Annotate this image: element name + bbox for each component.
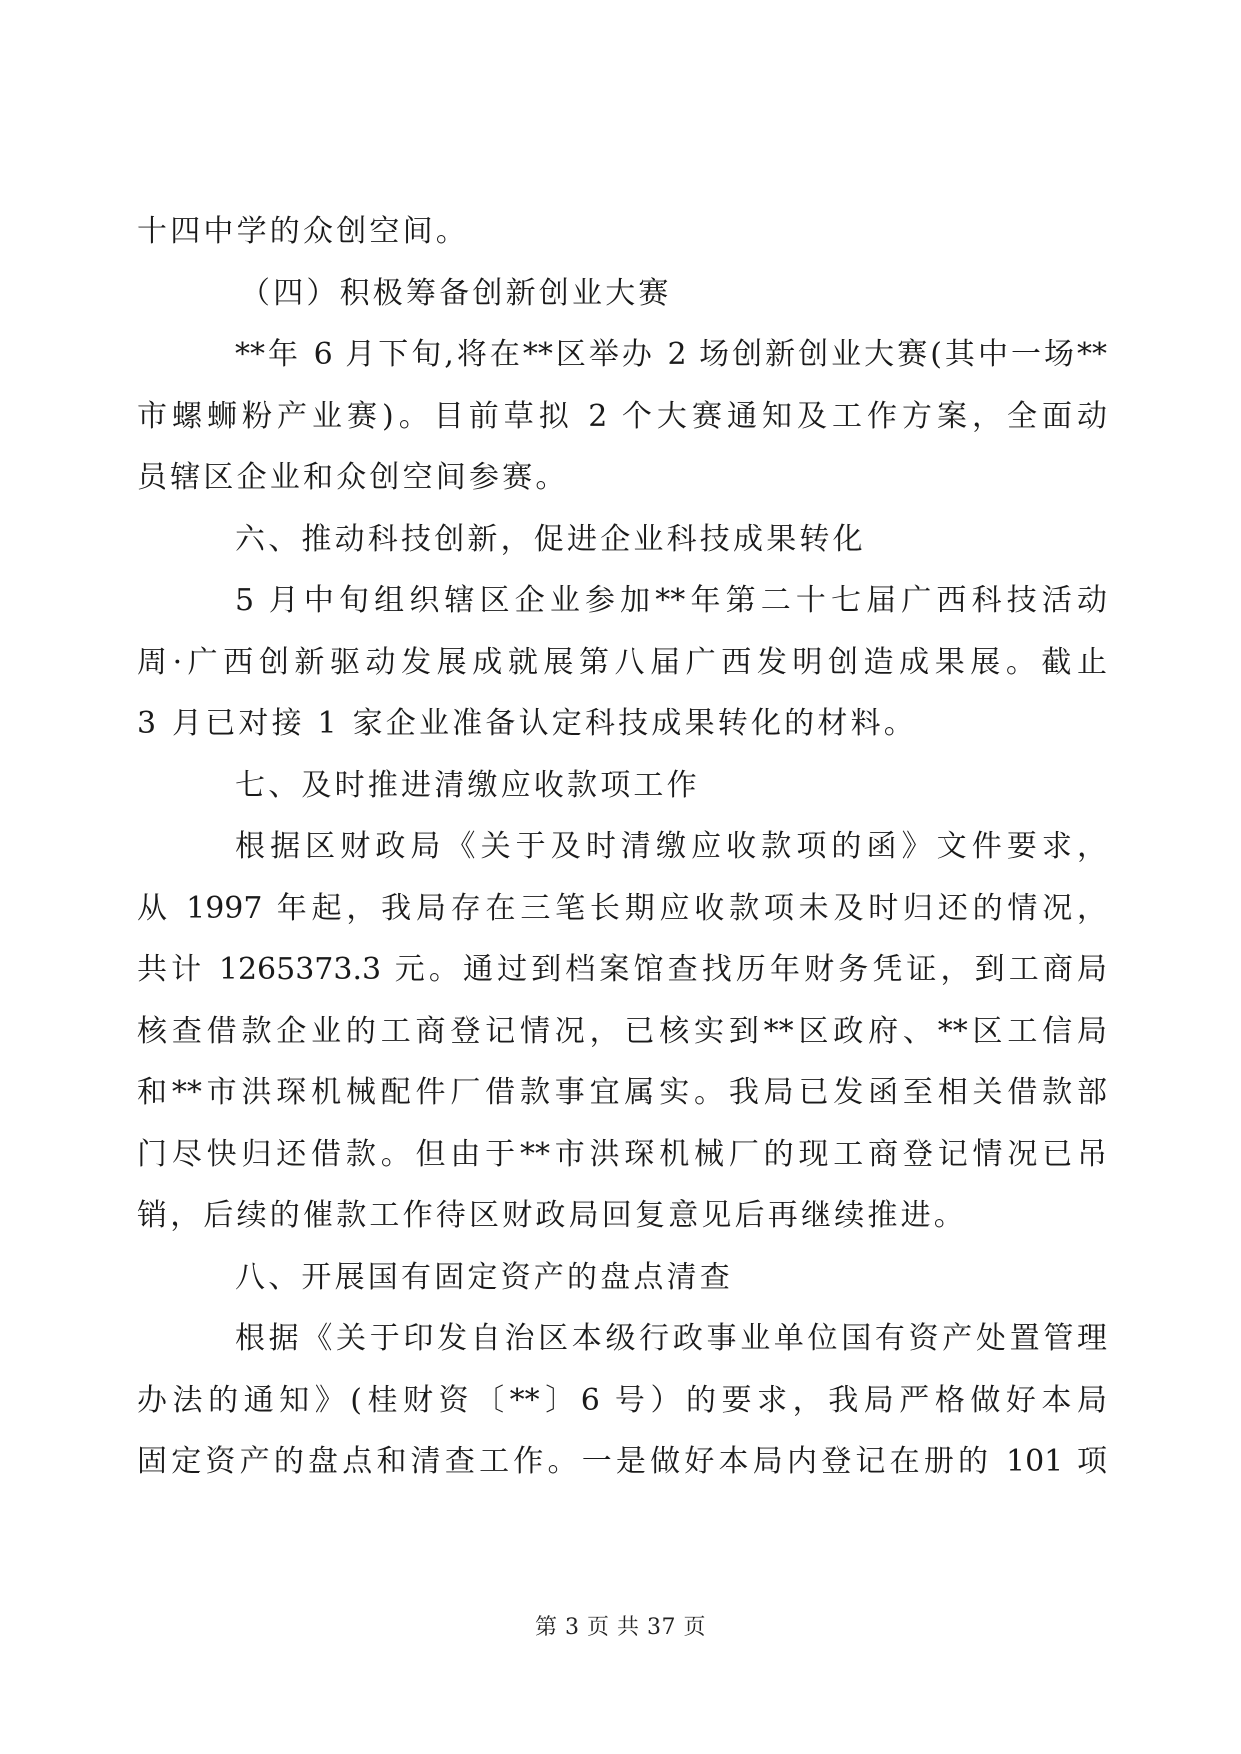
paragraph-line: 根据《关于印发自治区本级行政事业单位国有资产处置管理	[235, 1321, 1107, 1356]
paragraph-line: 销，后续的催款工作待区财政局回复意见后再继续推进。	[137, 1198, 967, 1233]
paragraph-line: 根据区财政局《关于及时清缴应收款项的函》文件要求，	[235, 829, 1107, 864]
paragraph-line: 3 月已对接 1 家企业准备认定科技成果转化的材料。	[137, 706, 917, 741]
paragraph-line: 共计 1265373.3 元。通过到档案馆查找历年财务凭证，到工商局	[137, 952, 1107, 987]
document-body	[137, 201, 1107, 1493]
paragraph-line: 市螺蛳粉产业赛)。目前草拟 2 个大赛通知及工作方案，全面动	[137, 398, 1107, 434]
paragraph-line: **年 6 月下旬,将在**区举办 2 场创新创业大赛(其中一场**	[235, 337, 1107, 372]
paragraph-line: 固定资产的盘点和清查工作。一是做好本局内登记在册的 101 项	[137, 1444, 1107, 1479]
paragraph-line: 5 月中旬组织辖区企业参加**年第二十七届广西科技活动	[235, 583, 1107, 618]
paragraph-line: 核查借款企业的工商登记情况，已核实到**区政府、**区工信局	[137, 1013, 1107, 1049]
paragraph-line: 和**市洪琛机械配件厂借款事宜属实。我局已发函至相关借款部	[137, 1075, 1107, 1110]
section-heading: 八、开展国有固定资产的盘点清查	[235, 1259, 733, 1295]
paragraph-line: 周·广西创新驱动发展成就展第八届广西发明创造成果展。截止	[137, 644, 1107, 680]
paragraph-line: 办法的通知》(桂财资〔**〕6 号）的要求，我局严格做好本局	[137, 1382, 1107, 1418]
paragraph-line: 员辖区企业和众创空间参赛。	[137, 460, 569, 495]
section-heading: （四）积极筹备创新创业大赛	[240, 275, 672, 311]
text-line: 十四中学的众创空间。	[137, 214, 469, 249]
paragraph-line: 门尽快归还借款。但由于**市洪琛机械厂的现工商登记情况已吊	[137, 1136, 1107, 1172]
section-heading: 六、推动科技创新，促进企业科技成果转化	[235, 521, 866, 557]
section-heading: 七、及时推进清缴应收款项工作	[235, 767, 700, 803]
page-number-footer: 第 3 页 共 37 页	[535, 1615, 706, 1640]
paragraph-line: 从 1997 年起，我局存在三笔长期应收款项未及时归还的情况，	[137, 890, 1107, 926]
